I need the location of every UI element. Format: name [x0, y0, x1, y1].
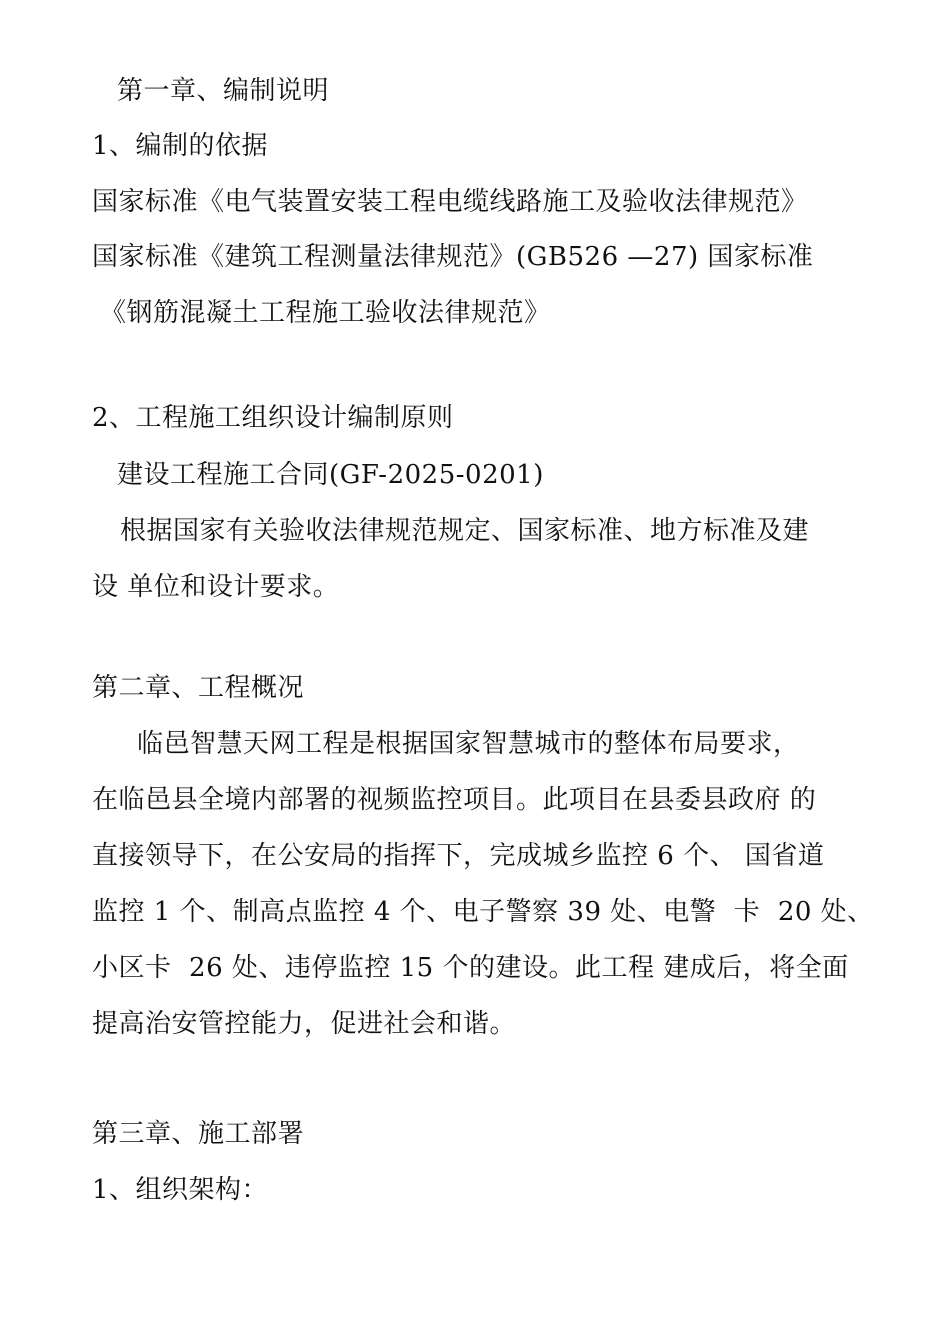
paragraph-line: 设 单位和设计要求。	[92, 572, 340, 602]
paragraph-line: 小区卡 26 处、违停监控 15 个的建设。此工程 建成后，将全面	[92, 953, 849, 983]
paragraph-line: 监控 1 个、制高点监控 4 个、电子警察 39 处、电警 卡 20 处、	[92, 897, 874, 927]
section-1-1-heading: 1、编制的依据	[92, 131, 269, 161]
paragraph-line: 提高治安管控能力，促进社会和谐。	[92, 1009, 517, 1039]
paragraph-line: 临邑智慧天网工程是根据国家智慧城市的整体布局要求，	[137, 729, 800, 759]
chapter-2-heading: 第二章、工程概况	[92, 673, 305, 703]
chapter-1-heading: 第一章、编制说明	[117, 76, 330, 106]
paragraph-line: 国家标准《建筑工程测量法律规范》(GB526 —27) 国家标准	[92, 242, 814, 272]
section-1-2-heading: 2、工程施工组织设计编制原则	[92, 403, 454, 433]
paragraph-line: 根据国家有关验收法律规范规定、国家标准、地方标准及建	[120, 516, 810, 546]
paragraph-line: 《钢筋混凝土工程施工验收法律规范》	[100, 298, 551, 328]
chapter-3-heading: 第三章、施工部署	[92, 1119, 305, 1149]
section-3-1-heading: 1、组织架构：	[92, 1175, 269, 1205]
paragraph-line: 直接领导下，在公安局的指挥下，完成城乡监控 6 个、 国省道	[92, 841, 825, 871]
paragraph-line: 国家标准《电气装置安装工程电缆线路施工及验收法律规范》	[92, 187, 808, 217]
paragraph-line: 在临邑县全境内部署的视频监控项目。此项目在县委县政府 的	[92, 785, 817, 815]
paragraph-line: 建设工程施工合同(GF-2025-0201)	[117, 460, 544, 490]
